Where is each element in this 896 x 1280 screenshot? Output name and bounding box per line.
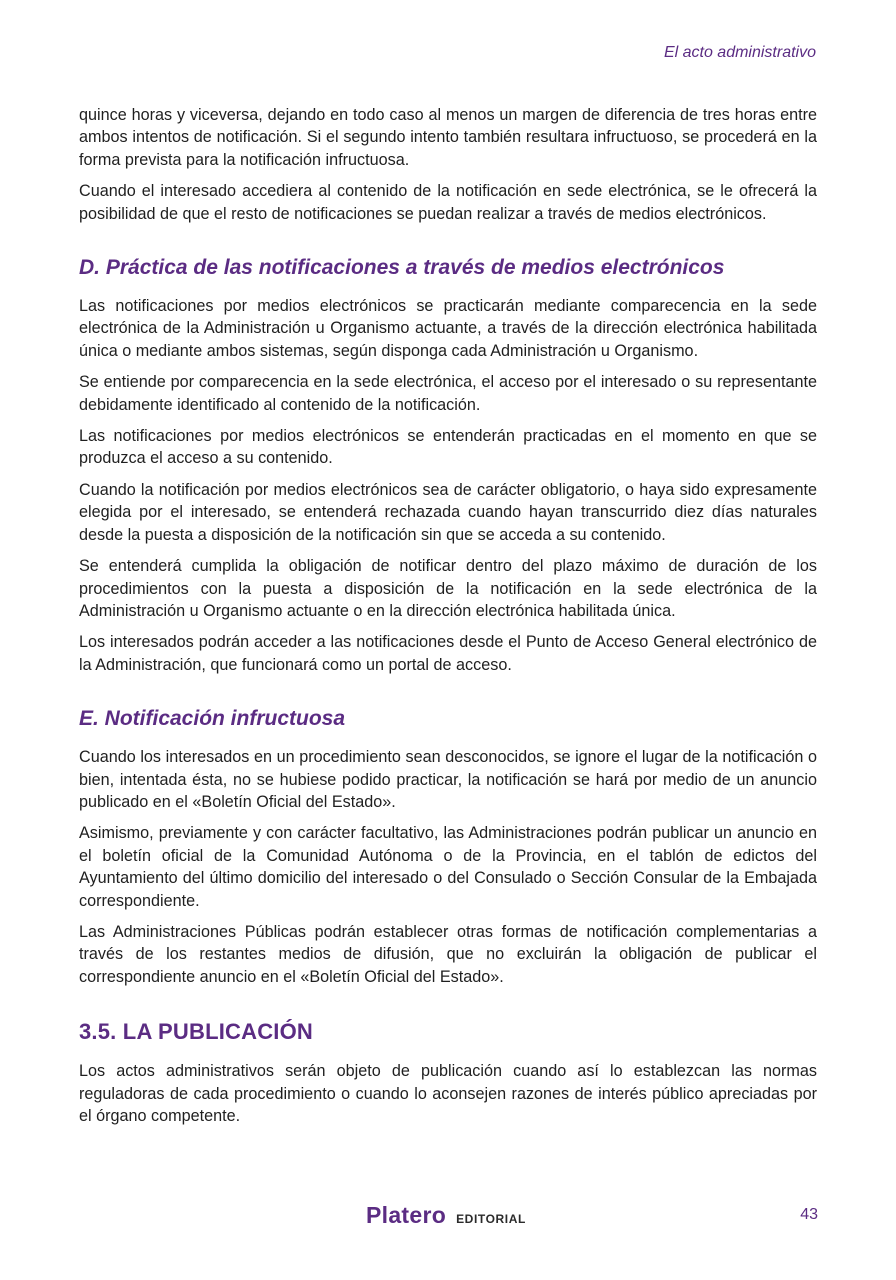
page-number: 43 (800, 1206, 818, 1223)
paragraph: Las notificaciones por medios electrónicos se entenderán practicadas en el momento en que se produzca el acceso a su contenido. (79, 427, 817, 468)
heading-section-3-5: 3.5. LA PUBLICACIÓN (79, 1019, 314, 1045)
page-body (79, 104, 817, 1136)
paragraph: Cuando los interesados en un procedimiento sean desconocidos, se ignore el lugar de la notificación o bien, intentada ésta, no se hubiese podido practicar, la notificación se hará por medio de un anuncio publicado en el «Boletín Oficial del Estado». (79, 748, 817, 811)
brand-sub: EDITORIAL (456, 1212, 526, 1226)
publisher-logo (366, 1202, 526, 1229)
paragraph: Cuando el interesado accediera al contenido de la notificación en sede electrónica, se le ofrecerá la posibilidad de que el resto de notificaciones se puedan realizar a través de medios electrónicos. (79, 182, 817, 223)
paragraph: Las Administraciones Públicas podrán establecer otras formas de notificación complementarias a través de los restantes medios de difusión, que no excluirán la obligación de publicar el correspondiente anuncio en el «Boletín Oficial del Estado». (79, 922, 817, 986)
paragraph: Asimismo, previamente y con carácter facultativo, las Administraciones podrán publicar un anuncio en el boletín oficial de la Comunidad Autónoma o de la Provincia, en el tablón de edictos del Ayuntamiento del último domicilio del interesado o del Consulado o Sección Consular de la Embajada correspondiente. (79, 824, 817, 910)
running-header: El acto administrativo (663, 44, 816, 61)
paragraph: Se entiende por comparecencia en la sede electrónica, el acceso por el interesado o su representante debidamente identificado al contenido de la notificación. (79, 373, 817, 414)
paragraph: Las notificaciones por medios electrónicos se practicarán mediante comparecencia en la sede electrónica de la Administración u Organismo actuante, a través de la dirección electrónica habilitada única o mediante ambos sistemas, según disponga cada Administración u Organismo. (79, 297, 817, 360)
brand-name: Platero (366, 1202, 447, 1228)
paragraph: Los interesados podrán acceder a las notificaciones desde el Punto de Acceso General electrónico de la Administración, que funcionará como un portal de acceso. (79, 633, 817, 674)
paragraph: quince horas y viceversa, dejando en todo caso al menos un margen de diferencia de tres horas entre ambos intentos de notificación. Si el segundo intento también resultara infructuoso, se procederá en la forma prevista para la notificación infructuosa. (79, 106, 817, 169)
paragraph: Los actos administrativos serán objeto de publicación cuando así lo establezcan las normas reguladoras de cada procedimiento o cuando lo aconsejen razones de interés público apreciadas por el órgano competente. (79, 1062, 817, 1125)
paragraph: Se entenderá cumplida la obligación de notificar dentro del plazo máximo de duración de los procedimientos con la puesta a disposición de la notificación en la sede electrónica de la Administración u Organismo actuante o en la dirección electrónica habilitada única. (79, 557, 817, 620)
paragraph: Cuando la notificación por medios electrónicos sea de carácter obligatorio, o haya sido expresamente elegida por el interesado, se entenderá rechazada cuando hayan transcurrido diez días naturales desde la puesta a disposición de la notificación sin que se acceda a su contenido. (79, 480, 817, 544)
heading-d: D. Práctica de las notificaciones a través de medios electrónicos (79, 256, 725, 280)
heading-e: E. Notificación infructuosa (79, 707, 346, 731)
